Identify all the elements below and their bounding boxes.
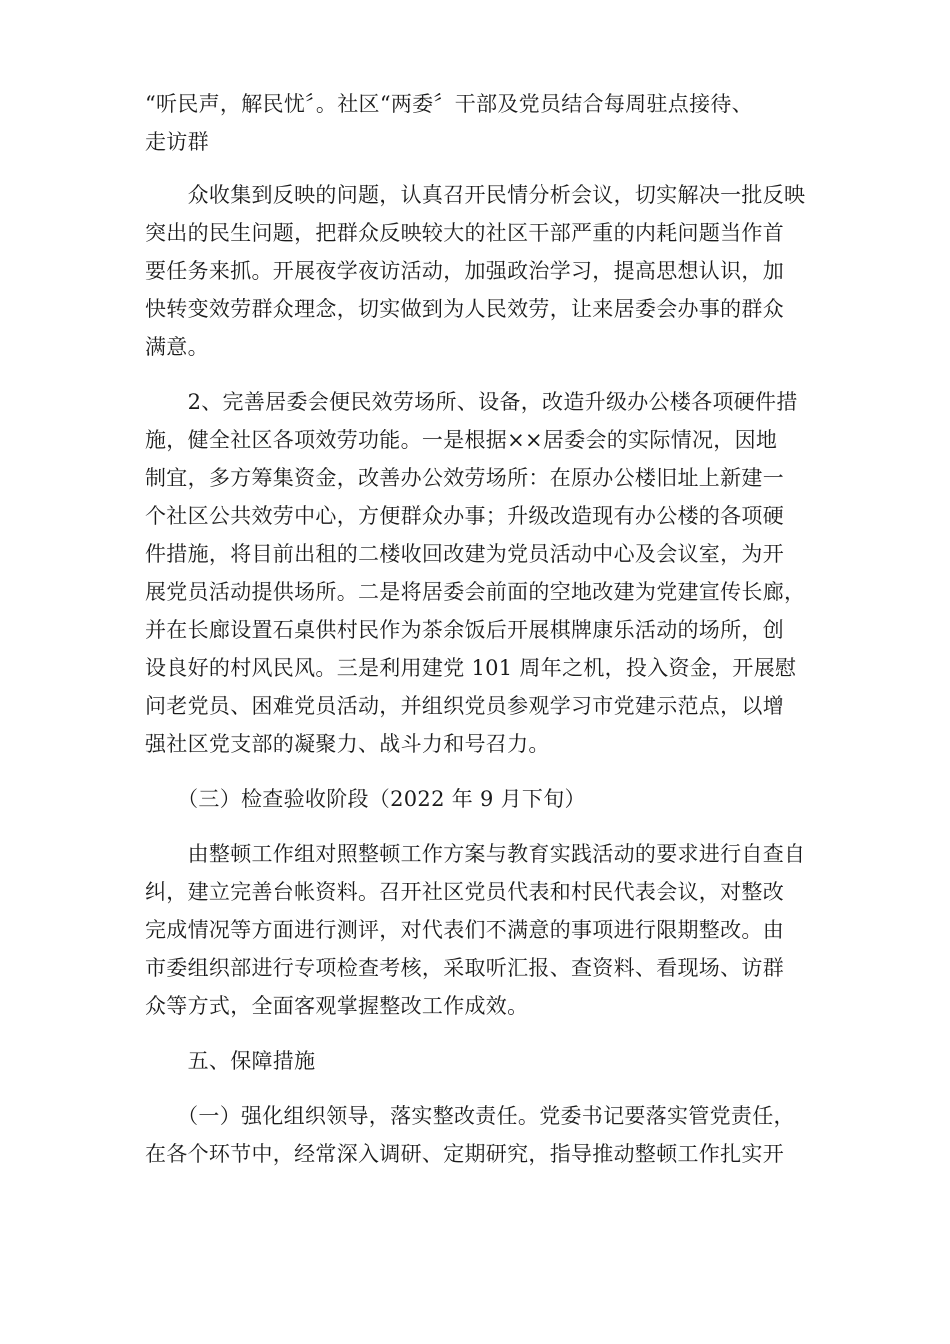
text-line: 市委组织部进行专项检查考核，采取听汇报、查资料、看现场、访群 xyxy=(145,956,784,980)
paragraph-listening-to-people xyxy=(145,85,815,161)
text-line: 快转变效劳群众理念，切实做到为人民效劳，让来居委会办事的群众 xyxy=(145,297,784,321)
text-line: 完成情况等方面进行测评，对代表们不满意的事项进行限期整改。由 xyxy=(145,918,784,942)
text-line: 走访群 xyxy=(145,130,209,154)
text-line: 制宜，多方筹集资金，改善办公效劳场所：在原办公楼旧址上新建一 xyxy=(145,466,784,490)
text-line: 满意。 xyxy=(145,335,209,359)
text-line: 五、保障措施 xyxy=(145,1049,316,1073)
text-line: 在各个环节中，经常深入调研、定期研究，指导推动整顿工作扎实开 xyxy=(145,1142,784,1166)
section-heading-safeguards xyxy=(145,1042,815,1080)
text-line: 并在长廊设置石桌供村民作为茶余饭后开展棋牌康乐活动的场所，创 xyxy=(145,618,784,642)
text-line: “听民声，解民忧〞。社区“两委〞干部及党员结合每周驻点接待、 xyxy=(145,92,753,116)
paragraph-self-inspection xyxy=(145,835,815,1025)
text-line: 众收集到反映的问题，认真召开民情分析会议，切实解决一批反映 xyxy=(145,183,806,207)
text-line: 要任务来抓。开展夜学夜访活动，加强政治学习，提高思想认识，加 xyxy=(145,259,784,283)
paragraph-organizational-leadership xyxy=(145,1097,815,1173)
text-line: 纠，建立完善台帐资料。召开社区党员代表和村民代表会议，对整改 xyxy=(145,880,784,904)
text-line: 个社区公共效劳中心，方便群众办事；升级改造现有办公楼的各项硬 xyxy=(145,504,784,528)
text-line: 展党员活动提供场所。二是将居委会前面的空地改建为党建宣传长廊， xyxy=(145,580,806,604)
text-line: 强社区党支部的凝聚力、战斗力和号召力。 xyxy=(145,732,550,756)
text-line: 突出的民生问题，把群众反映较大的社区干部严重的内耗问题当作首 xyxy=(145,221,784,245)
text-line: 众等方式，全面客观掌握整改工作成效。 xyxy=(145,994,529,1018)
paragraph-collect-problems xyxy=(145,176,815,366)
text-line: 件措施，将目前出租的二楼收回改建为党员活动中心及会议室，为开 xyxy=(145,542,784,566)
text-line: 由整顿工作组对照整顿工作方案与教育实践活动的要求进行自查自 xyxy=(145,842,806,866)
text-line: 施，健全社区各项效劳功能。一是根据××居委会的实际情况，因地 xyxy=(145,428,778,452)
section-heading-inspection xyxy=(145,780,815,818)
text-line: 设良好的村风民风。三是利用建党 101 周年之机，投入资金，开展慰 xyxy=(145,656,797,680)
paragraph-improve-facilities xyxy=(145,383,815,763)
text-line: 问老党员、困难党员活动，并组织党员参观学习市党建示范点，以增 xyxy=(145,694,784,718)
document-body xyxy=(145,85,815,1173)
text-line: （一）强化组织领导，落实整改责任。党委书记要落实管党责任， xyxy=(145,1104,795,1128)
text-line: （三）检查验收阶段（2022 年 9 月下旬） xyxy=(145,787,586,811)
text-line: 2、完善居委会便民效劳场所、设备，改造升级办公楼各项硬件措 xyxy=(145,390,798,414)
